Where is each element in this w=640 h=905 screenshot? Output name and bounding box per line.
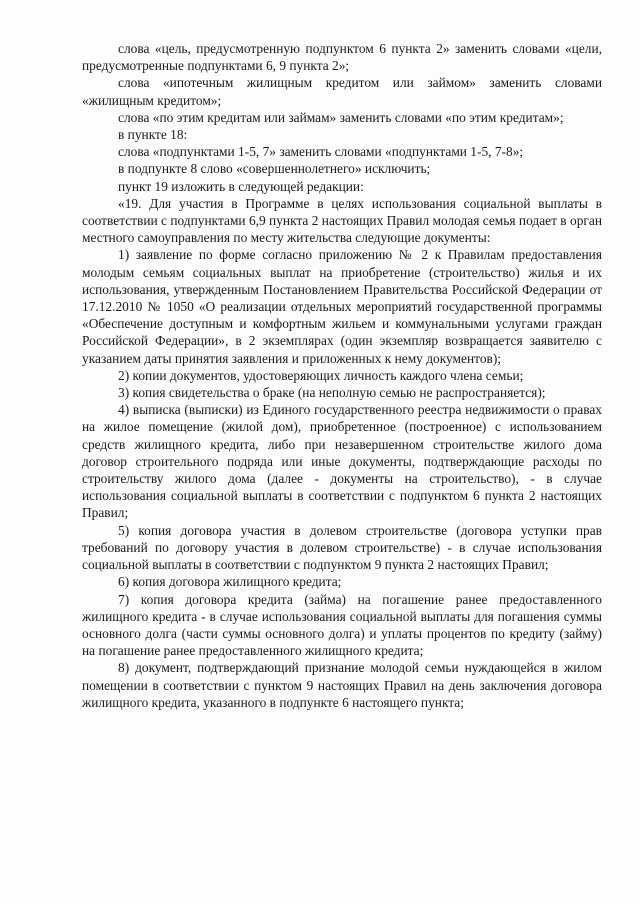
- paragraph: «19. Для участия в Программе в целях использования социальной выплаты в соответствии с подпунктами 6,9 пункта 2 настоящих Правил молодая семья подает в орган местного самоуправления по месту жительства следующие документы:: [82, 195, 602, 246]
- paragraph: 2) копии документов, удостоверяющих личность каждого члена семьи;: [118, 367, 524, 383]
- paragraph: слова «по этим кредитам или займам» заменить словами «по этим кредитам»;: [118, 109, 564, 125]
- paragraph: 8) документ, подтверждающий признание молодой семьи нуждающейся в жилом помещении в соответствии с пунктом 9 настоящих Правил на день заключения договора жилищного кредита, указанного в подпункте 6 настоящего пункта;: [82, 660, 602, 710]
- paragraph: пункт 19 изложить в следующей редакции:: [118, 178, 364, 194]
- paragraph: 1) заявление по форме согласно приложению № 2 к Правилам предоставления молодым семьям социальных выплат на приобретение (строительство) жилья и их использования, утвержденным Постановлением Правительства Российской Федерации от 17.12.2010 № 1050 «О реализации отдельных мероприятий государственной программы «Обеспечение доступным и комфортным жильем и коммунальными услугами граждан Российской Федерации», в 2 экземплярах (один экземпляр возвращается заявителю с указанием даты принятия заявления и приложенных к нему документов);: [82, 247, 602, 366]
- paragraph: 6) копия договора жилищного кредита;: [118, 574, 342, 590]
- paragraph: слова «цель, предусмотренную подпунктом 6 пункта 2» заменить словами «цели, предусмотренные подпунктами 6, 9 пункта 2»;: [82, 41, 602, 74]
- paragraph: 3) копия свидетельства о браке (на неполную семью не распространяется);: [118, 385, 546, 401]
- paragraph: слова «подпунктами 1-5, 7» заменить словами «подпунктами 1-5, 7-8»;: [118, 144, 524, 160]
- paragraph: 4) выписка (выписки) из Единого государственного реестра недвижимости о правах на жилое помещение (жилой дом), приобретенное (построенное) с использованием средств жилищного кредита, либо при незавершенном строительстве жилого дома договор строительного подряда или иные документы, подтверждающие расходы по строительству жилого дома (далее - документы на строительство), - в случае использования социальной выплаты в соответствии с подпунктом 6 пункта 2 настоящих Правил;: [82, 402, 602, 521]
- paragraph: 5) копия договора участия в долевом строительстве (договора уступки прав требований по договору участия в долевом строительстве) - в случае использования социальной выплаты в соответствии с подпунктом 9 пункта 2 настоящих Правил;: [82, 522, 602, 573]
- paragraph: в пункте 18:: [118, 127, 188, 143]
- paragraph: слова «ипотечным жилищным кредитом или займом» заменить словами «жилищным кредитом»;: [82, 75, 602, 108]
- document-body: [82, 40, 602, 711]
- paragraph: 7) копия договора кредита (займа) на погашение ранее предоставленного жилищного кредита - в случае использования социальной выплаты для погашения суммы основного долга (части суммы основного долга) и уплаты процентов по кредиту (займу) на погашение ранее предоставленного жилищного кредита;: [82, 591, 602, 659]
- paragraph: в подпункте 8 слово «совершеннолетнего» исключить;: [118, 161, 431, 177]
